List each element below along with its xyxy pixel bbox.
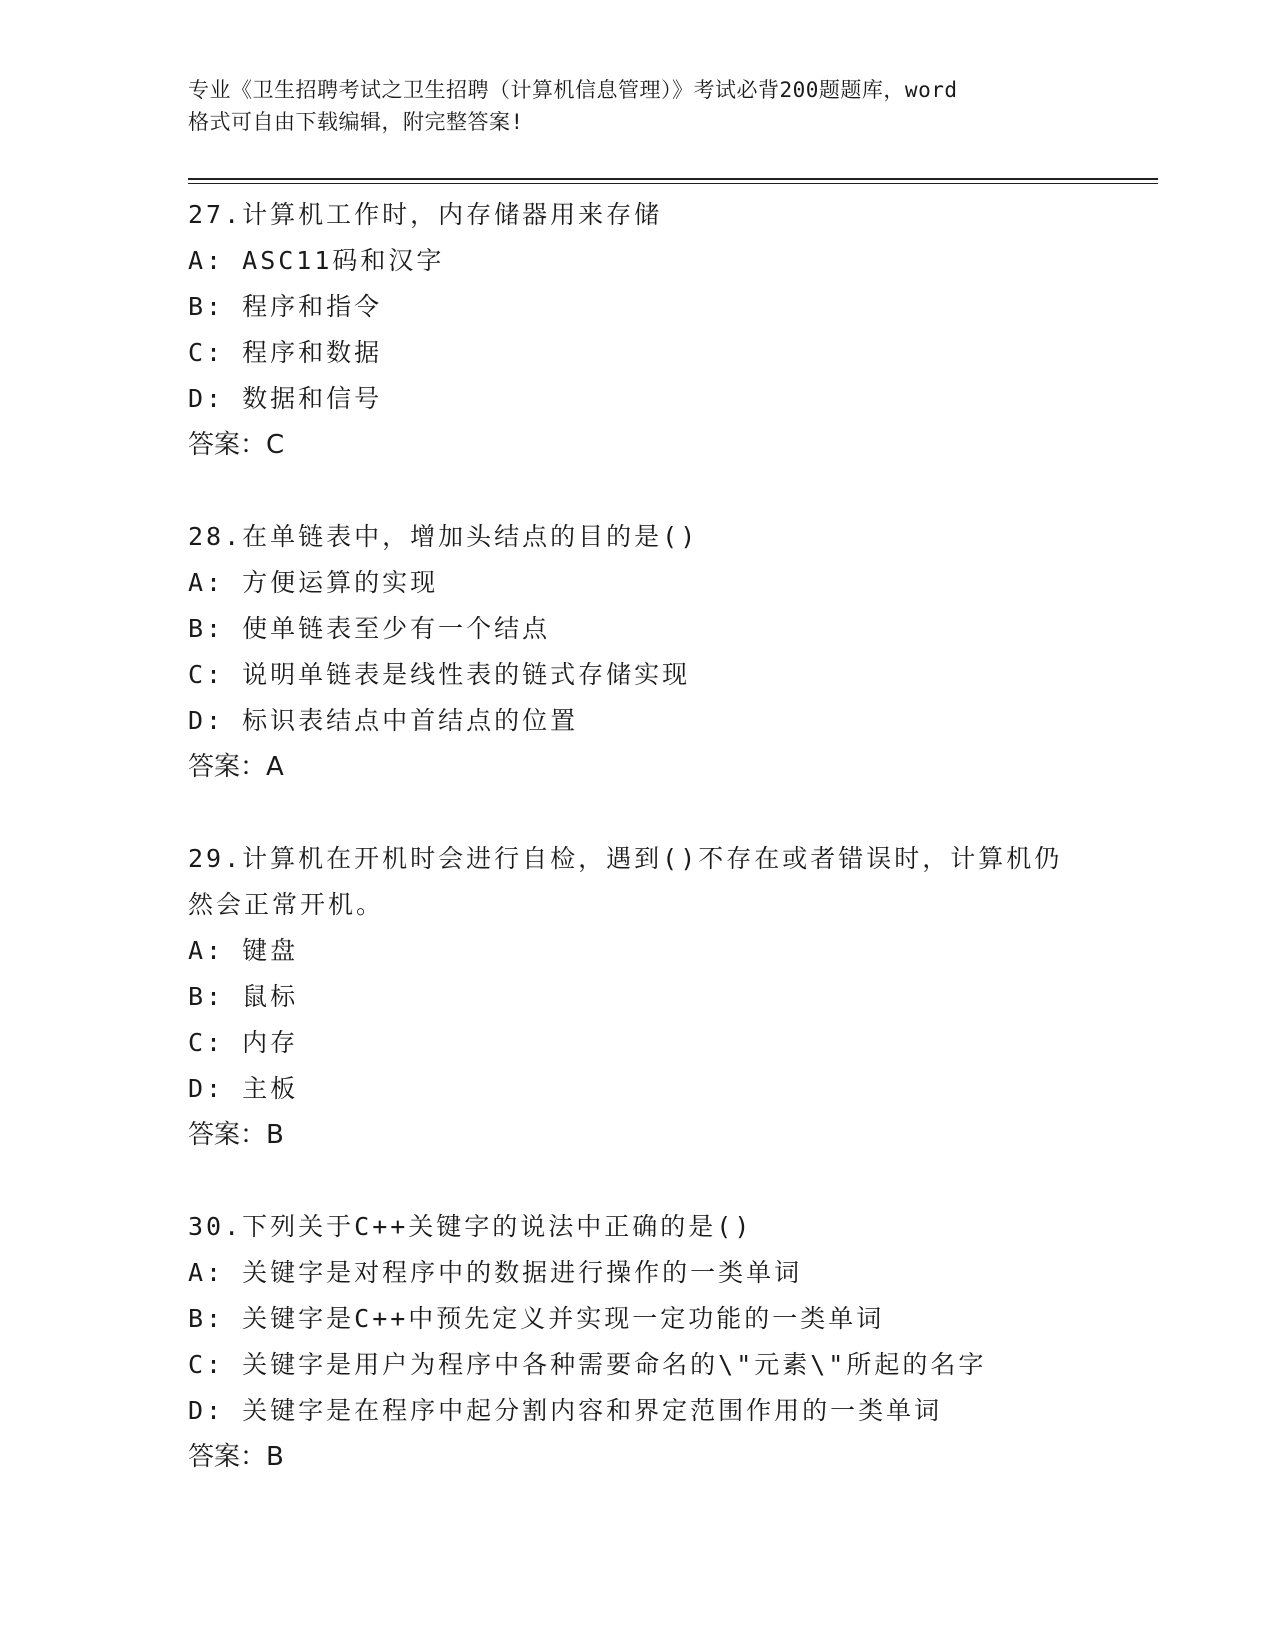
option-d: D: 标识表结点中首结点的位置 bbox=[188, 706, 579, 735]
header-line-1: 专业《卫生招聘考试之卫生招聘（计算机信息管理）》考试必背200题题库，word bbox=[188, 78, 958, 102]
option-a: A: 键盘 bbox=[188, 936, 299, 965]
question-title: 28.在单链表中，增加头结点的目的是() bbox=[188, 522, 699, 551]
document-header bbox=[188, 74, 1158, 138]
option-a: A: 关键字是对程序中的数据进行操作的一类单词 bbox=[188, 1258, 803, 1287]
question-29 bbox=[188, 836, 1158, 1158]
option-c: C: 说明单链表是线性表的链式存储实现 bbox=[188, 660, 691, 689]
question-list bbox=[188, 192, 1158, 1480]
header-divider bbox=[188, 178, 1158, 184]
question-27 bbox=[188, 192, 1158, 468]
option-a: A: ASC11码和汉字 bbox=[188, 246, 445, 275]
option-d: D: 数据和信号 bbox=[188, 384, 383, 413]
answer: 答案：B bbox=[188, 1442, 284, 1472]
option-c: C: 程序和数据 bbox=[188, 338, 383, 367]
header-line-2: 格式可自由下载编辑，附完整答案! bbox=[188, 110, 524, 134]
option-b: B: 鼠标 bbox=[188, 982, 299, 1011]
option-c: C: 关键字是用户为程序中各种需要命名的\"元素\"所起的名字 bbox=[188, 1350, 987, 1379]
document-page bbox=[188, 74, 1158, 1480]
option-b: B: 关键字是C++中预先定义并实现一定功能的一类单词 bbox=[188, 1304, 885, 1333]
option-d: D: 关键字是在程序中起分割内容和界定范围作用的一类单词 bbox=[188, 1396, 943, 1425]
answer: 答案：A bbox=[188, 752, 284, 782]
option-d: D: 主板 bbox=[188, 1074, 299, 1103]
question-28 bbox=[188, 514, 1158, 790]
question-title-wrap bbox=[188, 836, 1068, 928]
question-title: 29.计算机在开机时会进行自检，遇到()不存在或者错误时，计算机仍然会正常开机。 bbox=[188, 844, 1063, 919]
option-b: B: 程序和指令 bbox=[188, 292, 383, 321]
answer: 答案：C bbox=[188, 430, 285, 460]
question-title: 27.计算机工作时，内存储器用来存储 bbox=[188, 200, 663, 229]
question-title: 30.下列关于C++关键字的说法中正确的是() bbox=[188, 1212, 753, 1241]
answer: 答案：B bbox=[188, 1120, 284, 1150]
option-c: C: 内存 bbox=[188, 1028, 299, 1057]
option-a: A: 方便运算的实现 bbox=[188, 568, 439, 597]
option-b: B: 使单链表至少有一个结点 bbox=[188, 614, 551, 643]
question-30 bbox=[188, 1204, 1158, 1480]
